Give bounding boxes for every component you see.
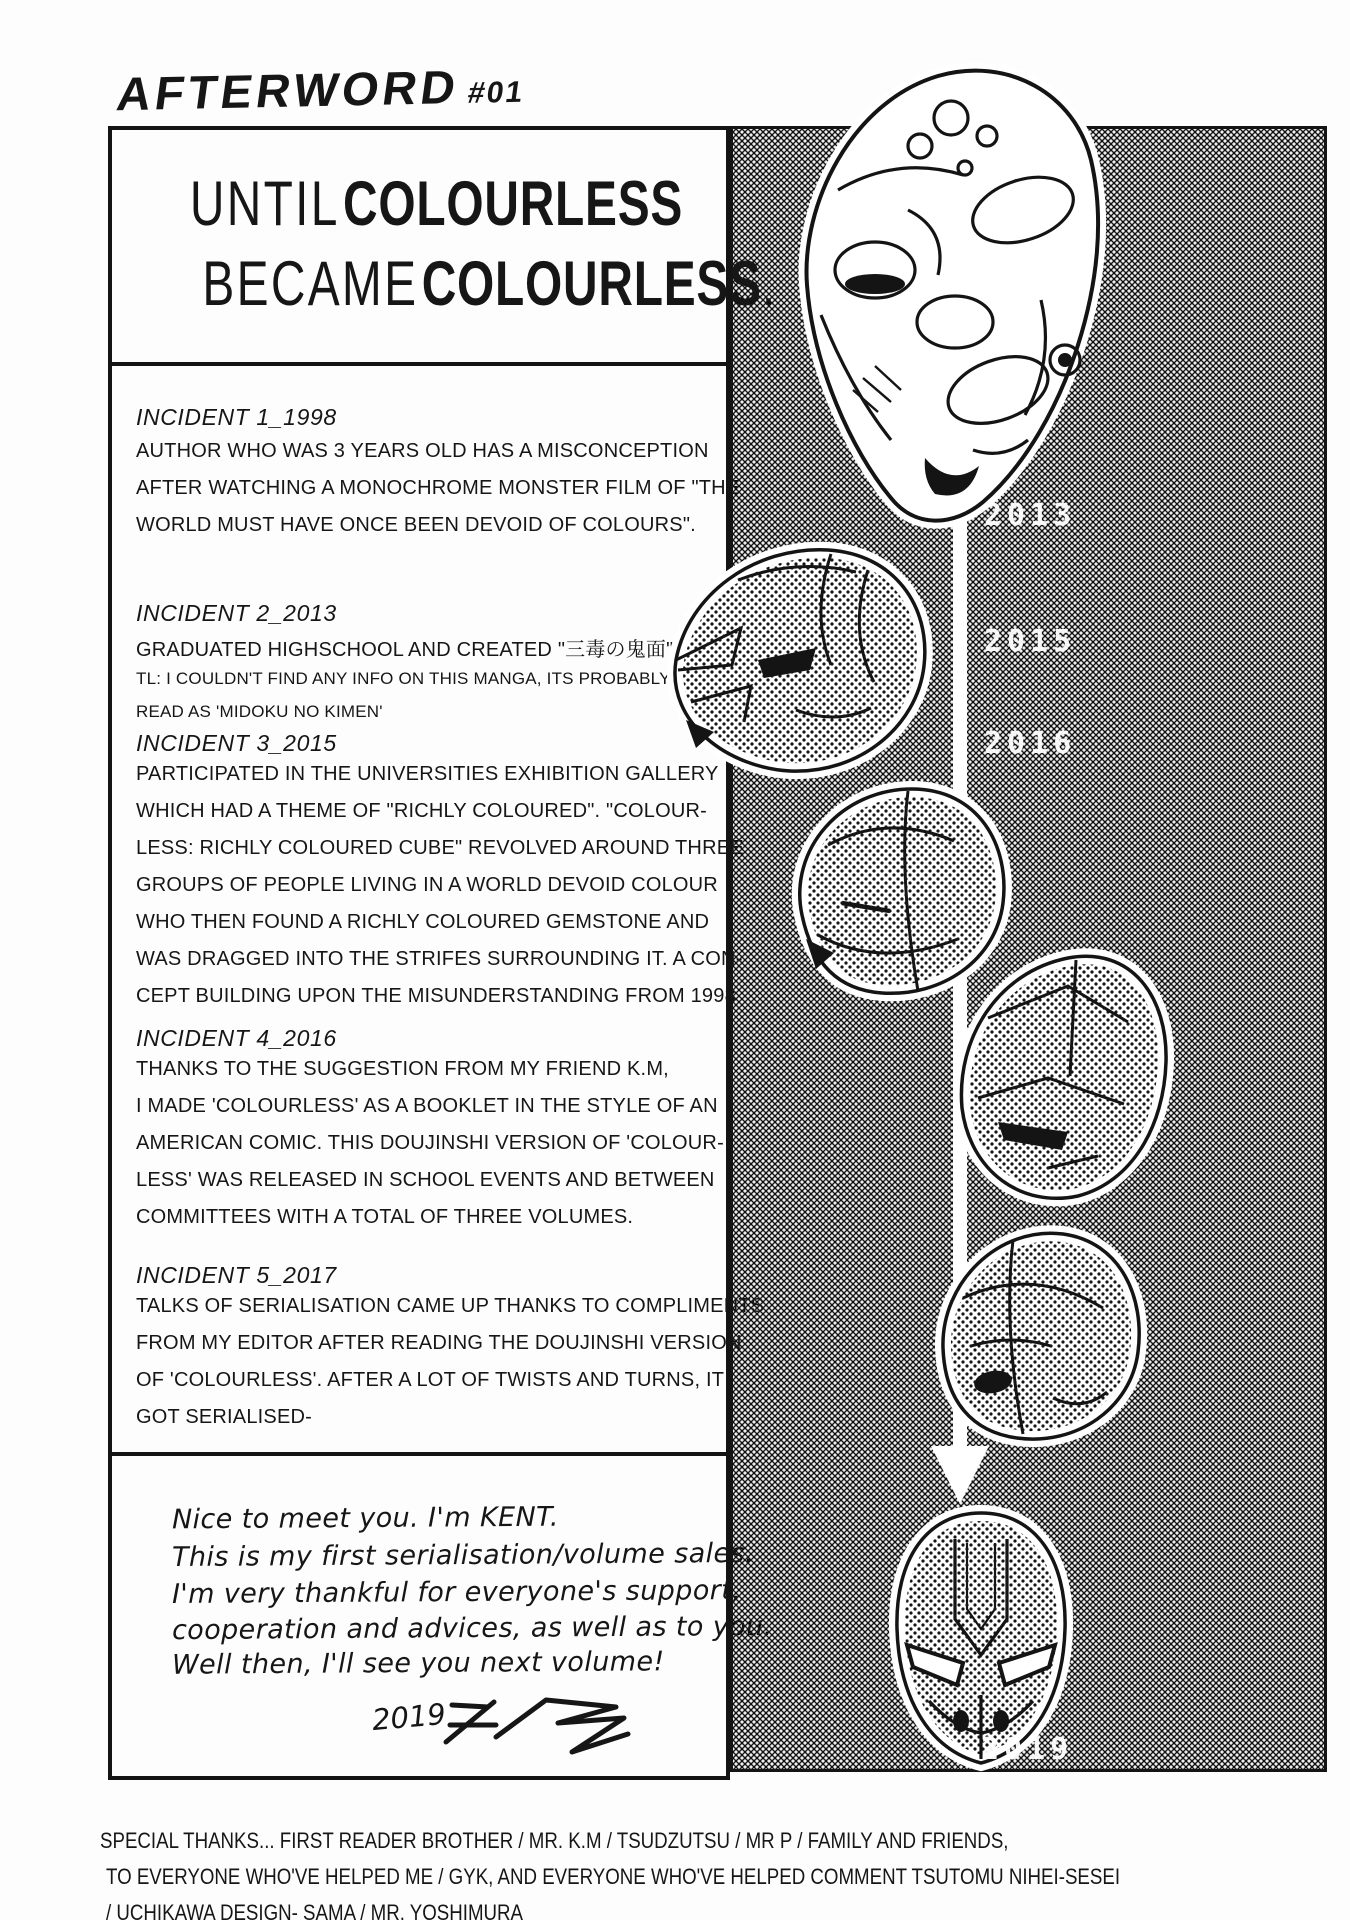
kent-signature-scribble bbox=[438, 1692, 638, 1766]
incident-1-line: AUTHOR WHO WAS 3 YEARS OLD HAS A MISCONCEPTION bbox=[136, 440, 709, 462]
incident-2-tl-note: TL: I COULDN'T FIND ANY INFO ON THIS MANGA, ITS PROBABLY bbox=[136, 669, 671, 688]
special-thanks-line: / UCHIKAWA DESIGN- SAMA / MR. YOSHIMURA bbox=[106, 1900, 524, 1920]
year-label-2016: 2016 bbox=[984, 726, 1077, 761]
incident-4-line: AMERICAN COMIC. THIS DOUJINSHI VERSION OF 'COLOUR- bbox=[136, 1132, 724, 1154]
title-bold-1: COLOURLESS bbox=[343, 169, 684, 239]
incident-1-line: WORLD MUST HAVE ONCE BEEN DEVOID OF COLOURS". bbox=[136, 514, 696, 536]
author-note-line: This is my first serialisation/volume sales. bbox=[171, 1537, 755, 1574]
title-period: . bbox=[761, 249, 776, 319]
author-note-line: Well then, I'll see you next volume! bbox=[171, 1646, 665, 1681]
incident-4-heading: INCIDENT 4_2016 bbox=[136, 1025, 337, 1051]
author-note-line: cooperation and advices, as well as to you. bbox=[171, 1610, 773, 1647]
author-note-line: Nice to meet you. I'm KENT. bbox=[171, 1501, 559, 1536]
incident-3-line: CEPT BUILDING UPON THE MISUNDERSTANDING FROM 1998 bbox=[136, 985, 736, 1007]
year-label-2013: 2013 bbox=[984, 498, 1077, 533]
incident-3-line: GROUPS OF PEOPLE LIVING IN A WORLD DEVOID COLOUR bbox=[136, 874, 718, 896]
incident-4-line: I MADE 'COLOURLESS' AS A BOOKLET IN THE STYLE OF AN bbox=[136, 1095, 718, 1117]
title-line-2 bbox=[112, 248, 776, 320]
incident-3-line: WHICH HAD A THEME OF "RICHLY COLOURED". "COLOUR- bbox=[136, 800, 707, 822]
year-label-2015: 2015 bbox=[984, 624, 1077, 659]
title-line-1 bbox=[112, 168, 726, 240]
incident-2-tl-note: READ AS 'MIDOKU NO KIMEN' bbox=[136, 702, 383, 721]
incident-1-heading: INCIDENT 1_1998 bbox=[136, 404, 337, 430]
mech-mask-5-drawing bbox=[901, 1196, 1149, 1454]
incident-3-line: WAS DRAGGED INTO THE STRIFES SURROUNDING IT. A CON- bbox=[136, 948, 743, 970]
incident-5-line: TALKS OF SERIALISATION CAME UP THANKS TO COMPLIMENTS bbox=[136, 1295, 765, 1317]
incident-5-line: FROM MY EDITOR AFTER READING THE DOUJINSHI VERSION bbox=[136, 1332, 742, 1354]
mech-mask-2013-drawing bbox=[783, 60, 1113, 535]
title-thin-1: UNTIL bbox=[189, 169, 340, 239]
incident-3-line: WHO THEN FOUND A RICHLY COLOURED GEMSTONE AND bbox=[136, 911, 710, 933]
incident-3-line: LESS: RICHLY COLOURED CUBE" REVOLVED AROUND THREE bbox=[136, 837, 744, 859]
title-thin-2: BECAME bbox=[202, 249, 419, 319]
signature-year: 2019 bbox=[370, 1696, 448, 1738]
year-label-2019: 2019 bbox=[981, 1732, 1074, 1767]
afterword-number: #01 bbox=[465, 75, 527, 110]
incident-5-line: OF 'COLOURLESS'. AFTER A LOT OF TWISTS AND TURNS, IT bbox=[136, 1369, 725, 1391]
incident-4-line: THANKS TO THE SUGGESTION FROM MY FRIEND K.M, bbox=[136, 1058, 669, 1080]
incident-4-line: COMMITTEES WITH A TOTAL OF THREE VOLUMES. bbox=[136, 1206, 634, 1228]
incident-1-line: AFTER WATCHING A MONOCHROME MONSTER FILM OF "THE bbox=[136, 477, 740, 499]
author-note-line: I'm very thankful for everyone's support, bbox=[171, 1575, 742, 1610]
incident-5-line: GOT SERIALISED- bbox=[136, 1406, 313, 1428]
frame-divider-bottom bbox=[108, 1452, 730, 1456]
frame-divider-top bbox=[108, 362, 730, 366]
incident-3-heading: INCIDENT 3_2015 bbox=[136, 730, 337, 756]
incident-5-heading: INCIDENT 5_2017 bbox=[136, 1262, 337, 1288]
incident-2-line: GRADUATED HIGHSCHOOL AND CREATED "三毒の鬼面" bbox=[136, 639, 674, 661]
title-bold-2: COLOURLESS bbox=[421, 249, 762, 319]
afterword-word: AFTERWORD bbox=[113, 60, 463, 121]
special-thanks-line: TO EVERYONE WHO'VE HELPED ME / GYK, AND EVERYONE WHO'VE HELPED COMMENT TSUTOMU NIHEI-SESEI bbox=[106, 1864, 1121, 1889]
incident-3-line: PARTICIPATED IN THE UNIVERSITIES EXHIBITION GALLERY bbox=[136, 763, 719, 785]
afterword-header bbox=[114, 58, 529, 122]
incident-2-heading: INCIDENT 2_2013 bbox=[136, 600, 337, 626]
incident-4-line: LESS' WAS RELEASED IN SCHOOL EVENTS AND BETWEEN bbox=[136, 1169, 715, 1191]
mech-mask-4-drawing bbox=[926, 926, 1184, 1208]
special-thanks-line: SPECIAL THANKS... FIRST READER BROTHER / MR. K.M / TSUDZUTSU / MR P / FAMILY AND FRIENDS, bbox=[100, 1828, 1009, 1853]
